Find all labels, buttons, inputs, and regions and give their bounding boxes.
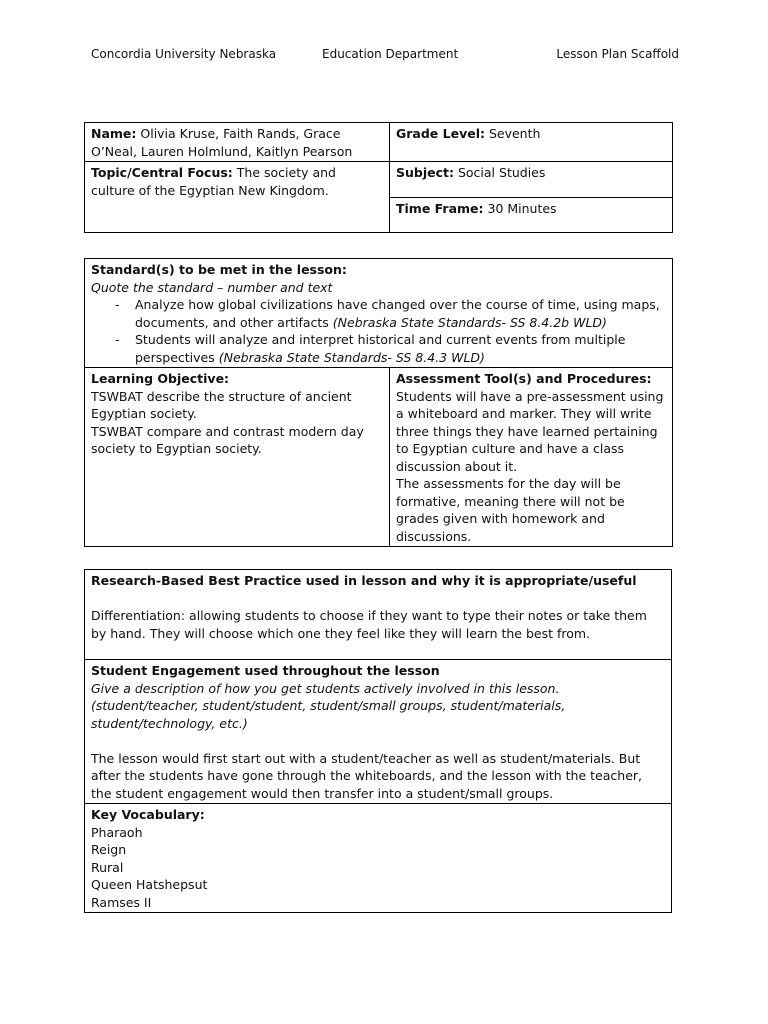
- assessment-cell: [390, 368, 673, 547]
- learning-objective-title: Learning Objective:: [91, 371, 230, 386]
- standard-item: [121, 331, 666, 366]
- lesson-info-table: [84, 122, 673, 233]
- standard-text: Students will analyze and interpret historical and current events from multiple perspectives: [135, 332, 626, 365]
- assessment-title: Assessment Tool(s) and Procedures:: [396, 371, 652, 386]
- student-engagement-instruction: Give a description of how you get students actively involved in this lesson. (student/teacher, student/student, student/small groups, student/materials, student/technology, etc.): [91, 680, 566, 731]
- key-vocabulary-cell: [85, 804, 672, 913]
- student-engagement-title: Student Engagement used throughout the lesson: [91, 663, 440, 678]
- standards-title: Standard(s) to be met in the lesson:: [91, 262, 347, 277]
- student-engagement-cell: [85, 660, 672, 804]
- subject-label: Subject:: [396, 165, 454, 180]
- standard-reference: (Nebraska State Standards- SS 8.4.3 WLD): [218, 349, 485, 365]
- time-frame-value: 30 Minutes: [483, 201, 557, 216]
- vocabulary-item: Ramses II: [91, 894, 152, 910]
- standards-cell: [85, 259, 673, 368]
- name-value: Olivia Kruse, Faith Rands, Grace O’Neal, Lauren Holmlund, Kaitlyn Pearson: [91, 126, 353, 159]
- standards-list: [91, 296, 666, 366]
- topic-cell: [85, 162, 390, 233]
- topic-value: The society and culture of the Egyptian New Kingdom.: [91, 165, 336, 198]
- vocabulary-item: Rural: [91, 859, 124, 875]
- standard-reference: (Nebraska State Standards- SS 8.4.2b WLD): [332, 314, 607, 330]
- learning-objective-cell: [85, 368, 390, 547]
- learning-objective-line: TSWBAT compare and contrast modern day society to Egyptian society.: [91, 423, 364, 456]
- subject-cell: [390, 162, 673, 198]
- vocabulary-item: Pharaoh: [91, 824, 143, 840]
- assessment-line: The assessments for the day will be formative, meaning there will not be grades given with homework and discussions.: [396, 476, 625, 544]
- grade-value: Seventh: [485, 126, 541, 141]
- topic-label: Topic/Central Focus:: [91, 165, 233, 180]
- time-frame-label: Time Frame:: [396, 201, 484, 216]
- header-university: Concordia University Nebraska: [91, 47, 277, 61]
- time-frame-cell: [390, 198, 673, 233]
- research-practice-title: Research-Based Best Practice used in lesson and why it is appropriate/useful: [91, 573, 637, 588]
- vocabulary-item: Reign: [91, 842, 127, 857]
- standards-instruction: Quote the standard – number and text: [91, 279, 333, 295]
- standards-table: [84, 258, 673, 547]
- research-practice-body: Differentiation: allowing students to choose if they want to type their notes or take them by hand. They will choose which one they feel like they will learn the best from.: [91, 608, 647, 641]
- learning-objective-line: TSWBAT describe the structure of ancient Egyptian society.: [91, 388, 352, 421]
- subject-value: Social Studies: [454, 165, 546, 180]
- assessment-line: Students will have a pre-assessment using a whiteboard and marker. They will write three things they have learned pertaining to Egyptian culture and have a class discussion about it.: [396, 388, 664, 474]
- header-document-type: Lesson Plan Scaffold: [556, 47, 679, 61]
- header-department: Education Department: [322, 47, 459, 61]
- vocabulary-item: Queen Hatshepsut: [91, 877, 208, 892]
- practice-table: [84, 569, 672, 913]
- grade-cell: [390, 123, 673, 162]
- name-label: Name:: [91, 126, 137, 141]
- student-engagement-body: The lesson would first start out with a student/teacher as well as student/materials. But after the students have gone through the whiteboards, and the lesson with the teacher, the student engagement would then transfer into a student/small groups.: [91, 750, 642, 801]
- name-cell: [85, 123, 390, 162]
- standard-item: [121, 296, 666, 331]
- key-vocabulary-title: Key Vocabulary:: [91, 807, 205, 822]
- standard-text: Analyze how global civilizations have changed over the course of time, using maps, documents, and other artifacts: [135, 297, 660, 330]
- grade-label: Grade Level:: [396, 126, 485, 141]
- research-practice-cell: [85, 570, 672, 660]
